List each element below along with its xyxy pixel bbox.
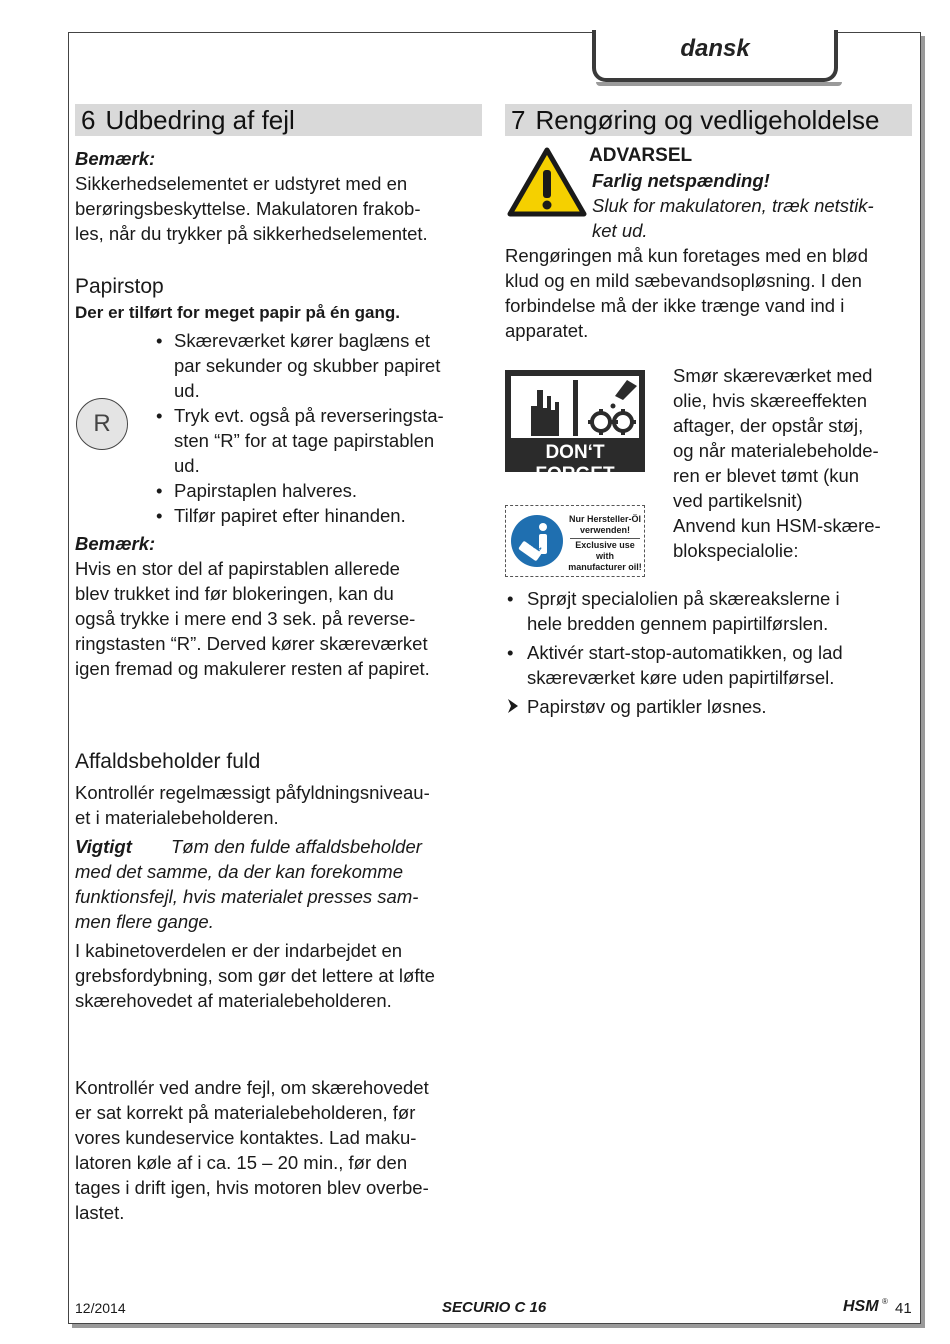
result-line: Papirstøv og partikler løsnes. bbox=[527, 696, 767, 717]
important-line: men flere gange. bbox=[75, 911, 214, 932]
bullet-line: Sprøjt specialolien på skæreakslerne i bbox=[527, 588, 840, 609]
bullet-marker: • bbox=[507, 588, 514, 609]
bullet-line: Tryk evt. også på reverseringsta- bbox=[174, 405, 444, 426]
bullet-line: sten “R” for at tage papirstablen bbox=[174, 430, 435, 451]
section-6-heading bbox=[75, 104, 482, 136]
oil-sign-line: Exclusive use with bbox=[575, 540, 635, 561]
important-label: Vigtigt bbox=[75, 836, 132, 857]
oil-line: olie, hvis skæreeffekten bbox=[673, 390, 868, 411]
bullet-line: Papirstaplen halveres. bbox=[174, 480, 358, 501]
dont-forget-label: DON‘T FORGET bbox=[535, 442, 615, 485]
bullet-line: ud. bbox=[174, 380, 200, 401]
note-line: Hvis en stor del af papirstablen allerede bbox=[75, 558, 400, 579]
paperstop-title: Papirstop bbox=[75, 275, 164, 298]
warning-triangle-icon bbox=[507, 146, 587, 218]
section-7-title: Rengøring og vedligeholdelse bbox=[535, 105, 880, 135]
pictogram-panel bbox=[511, 376, 639, 438]
other-fault-line: lastet. bbox=[75, 1202, 125, 1223]
cleaning-line: forbindelse må der ikke trænge vand ind i bbox=[505, 295, 845, 316]
bullet-line: Tilfør papiret efter hinanden. bbox=[174, 505, 406, 526]
bullet-line: hele bredden gennem papirtilførslen. bbox=[527, 613, 829, 634]
important-line: Tøm den fulde affaldsbeholder bbox=[171, 836, 422, 857]
note-line: Sikkerhedselementet er udstyret med en bbox=[75, 173, 408, 194]
warning-line: ket ud. bbox=[592, 220, 648, 241]
footer-page-number: 41 bbox=[895, 1300, 912, 1317]
note-line: igen fremad og makulerer resten af papiret. bbox=[75, 658, 430, 679]
cabinet-line: skærehovedet af materialebeholderen. bbox=[75, 990, 392, 1011]
section-6-number: 6 bbox=[81, 105, 96, 135]
footer-model: SECURIO C 16 bbox=[442, 1299, 547, 1316]
oil-sign-line: verwenden! bbox=[579, 525, 630, 535]
oil-sign-line: Nur Hersteller-Öl bbox=[568, 514, 642, 524]
paperstop-subtitle: Der er tilført for meget papir på én gang. bbox=[75, 303, 400, 322]
oil-line: aftager, der opstår støj, bbox=[673, 415, 864, 436]
warning-title: ADVARSEL bbox=[589, 145, 693, 166]
cabinet-line: I kabinetoverdelen er der indarbejdet en bbox=[75, 940, 403, 961]
cleaning-line: klud og en mild sæbevandsopløsning. I den bbox=[505, 270, 862, 291]
arrow-right-icon bbox=[506, 698, 520, 714]
note-line: berøringsbeskyttelse. Makulatoren frakob- bbox=[75, 198, 421, 219]
footer-registered-mark: ® bbox=[882, 1297, 888, 1306]
waste-title: Affaldsbeholder fuld bbox=[75, 750, 261, 773]
bullet-marker: • bbox=[507, 642, 514, 663]
manufacturer-oil-sign bbox=[505, 505, 645, 577]
important-line: funktionsfejl, hvis materialet presses sam- bbox=[75, 886, 419, 907]
section-6-title: Udbedring af fejl bbox=[105, 105, 295, 135]
section-7-number: 7 bbox=[511, 105, 526, 135]
other-fault-line: Kontrollér ved andre fejl, om skærehovedet bbox=[75, 1077, 429, 1098]
oil-sign-line: manufacturer oil! bbox=[568, 562, 642, 572]
other-fault-line: latoren køle af i ca. 15 – 20 min., før den bbox=[75, 1152, 408, 1173]
language-tab-shadow bbox=[596, 82, 842, 86]
bullet-marker: • bbox=[156, 480, 163, 501]
cabinet-line: grebsfordybning, som gør det lettere at løfte bbox=[75, 965, 435, 986]
bullet-marker: • bbox=[156, 505, 163, 526]
oil-sign-logo: HSM bbox=[527, 540, 542, 554]
bullet-marker: • bbox=[156, 330, 163, 351]
language-tab bbox=[592, 30, 838, 82]
bullet-marker: • bbox=[156, 405, 163, 426]
bullet-line: par sekunder og skubber papiret bbox=[174, 355, 441, 376]
other-fault-line: tages i drift igen, hvis motoren blev overbe- bbox=[75, 1177, 429, 1198]
cleaning-line: apparatet. bbox=[505, 320, 589, 341]
footer-date: 12/2014 bbox=[75, 1300, 126, 1316]
waste-line: et i materialebeholderen. bbox=[75, 807, 279, 828]
warning-line: Sluk for makulatoren, træk netstik- bbox=[592, 195, 874, 216]
waste-line: Kontrollér regelmæssigt påfyldningsniveau- bbox=[75, 782, 430, 803]
footer-brand-logo: HSM bbox=[843, 1298, 879, 1315]
note-label: Bemærk: bbox=[75, 148, 156, 169]
oil-sign-divider bbox=[570, 538, 640, 539]
oil-line: ved partikelsnit) bbox=[673, 490, 803, 511]
bullet-line: skæreværket køre uden papirtilførsel. bbox=[527, 667, 835, 688]
note-line: blev trukket ind før blokeringen, kan du bbox=[75, 583, 394, 604]
note-line: også trykke i mere end 3 sek. på reverse- bbox=[75, 608, 416, 629]
note-line: ringstasten “R”. Derved kører skæreværket bbox=[75, 633, 428, 654]
other-fault-line: er sat korrekt på materialebeholderen, før bbox=[75, 1102, 416, 1123]
oil-line: ren er blevet tømt (kun bbox=[673, 465, 860, 486]
other-fault-line: vores kundeservice kontaktes. Lad maku- bbox=[75, 1127, 417, 1148]
bullet-line: Skæreværket kører baglæns et bbox=[174, 330, 431, 351]
dont-forget-oil-pictogram bbox=[505, 370, 645, 485]
oil-line: Anvend kun HSM-skære- bbox=[673, 515, 881, 536]
important-line: med det samme, da der kan forekomme bbox=[75, 861, 404, 882]
reverse-button-r: R bbox=[76, 398, 128, 450]
section-7-heading bbox=[505, 104, 912, 136]
note-label: Bemærk: bbox=[75, 533, 156, 554]
oil-line: Smør skæreværket med bbox=[673, 365, 873, 386]
oil-line: blokspecialolie: bbox=[673, 540, 799, 561]
language-label: dansk bbox=[680, 35, 750, 62]
info-oil-icon bbox=[509, 513, 565, 569]
note-line: les, når du trykker på sikkerhedselementet. bbox=[75, 223, 428, 244]
warning-subtitle: Farlig netspænding! bbox=[592, 170, 770, 191]
bullet-line: ud. bbox=[174, 455, 200, 476]
bullet-line: Aktivér start-stop-automatikken, og lad bbox=[527, 642, 843, 663]
hand-gear-oil-icon bbox=[511, 376, 639, 438]
cleaning-line: Rengøringen må kun foretages med en blød bbox=[505, 245, 869, 266]
oil-line: og når materialebeholde- bbox=[673, 440, 879, 461]
